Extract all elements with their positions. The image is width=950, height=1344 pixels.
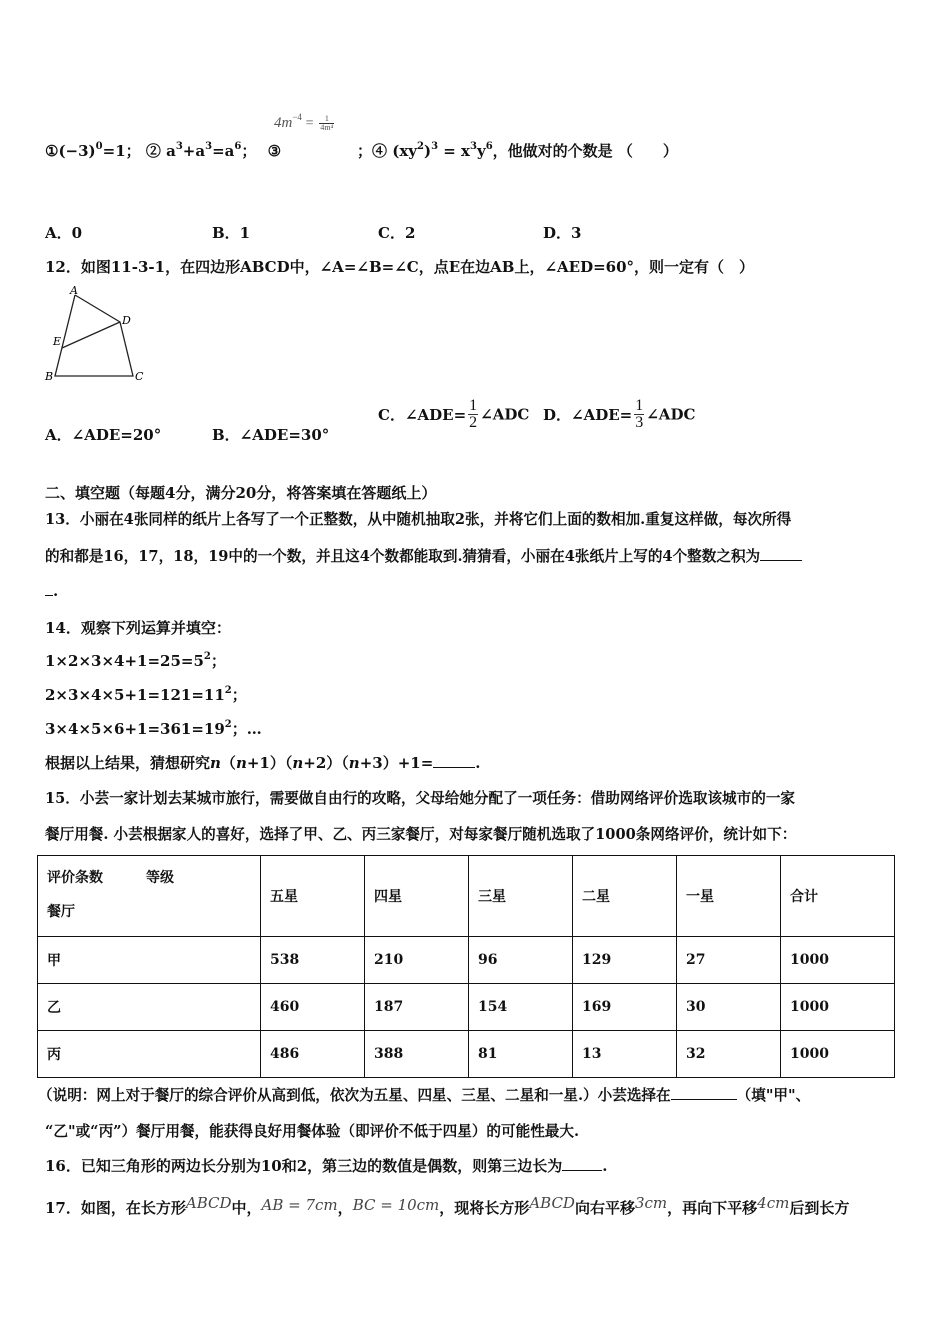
rating-table (37, 855, 895, 1078)
label-b: B (45, 370, 54, 383)
row-label: 甲 (38, 937, 261, 984)
superscript: 3 (431, 141, 439, 152)
column-header: 二星 (573, 856, 677, 937)
table-cell: 460 (261, 984, 365, 1031)
segment-ed (62, 322, 120, 348)
fraction-one-third (634, 398, 644, 431)
table-cell: 388 (365, 1031, 469, 1078)
fraction-den: 3 (635, 414, 644, 431)
q17-text: 后到长方 (789, 1199, 850, 1217)
q15-note-2: “乙"或“丙”）餐厅用餐，能获得良好用餐体验（即评价不低于四星）的可能性最大. (45, 1123, 580, 1140)
table-cell: 169 (573, 984, 677, 1031)
superscript: 2 (416, 141, 424, 152)
quadrilateral-outline (55, 295, 133, 376)
q17-text: ，现将长方形 (439, 1199, 530, 1217)
q11-formula-exp: −4 (292, 112, 302, 122)
term: +1）（ (246, 754, 293, 772)
table-cell: 1000 (781, 984, 895, 1031)
answer-blank (562, 1170, 602, 1171)
superscript: 3 (175, 141, 183, 152)
q11-formula-lhs: 4m (274, 115, 293, 131)
var-n: n (348, 754, 360, 772)
q11-item-2-b: +a (182, 142, 206, 160)
q15-note-1 (38, 1084, 810, 1105)
label-d: D (122, 314, 131, 327)
q16-text: 16．已知三角形的两边长分别为10和2，第三边的数值是偶数，则第三边长为 (45, 1157, 563, 1175)
q17-text: 17．如图，在长方形 (45, 1199, 186, 1217)
option-d-prefix: D．∠ADE= (543, 406, 633, 424)
row-label: 丙 (38, 1031, 261, 1078)
superscript: 2 (203, 651, 211, 662)
table-cell: 210 (365, 937, 469, 984)
q17-text: ，再向下平移 (667, 1199, 758, 1217)
q11-formula-den: 4m⁴ (320, 123, 334, 133)
table-header-row (38, 856, 895, 937)
equation-tail: ； (210, 652, 226, 670)
term: +3）+1= (359, 754, 434, 772)
table-cell: 27 (677, 937, 781, 984)
q14-guess (45, 752, 481, 773)
q11-item-4: ；④ (xy (357, 142, 417, 160)
q11-item-2-c: =a (212, 142, 235, 160)
q11-formula (274, 112, 336, 132)
q12-option-d (543, 398, 695, 431)
table-row (38, 937, 895, 984)
header-level: 等级 (146, 870, 174, 886)
header-restaurant: 餐厅 (47, 904, 75, 920)
q11-statements (45, 140, 281, 161)
q17-line-1 (45, 1194, 849, 1218)
q11-option-b: B．1 (212, 224, 251, 242)
table-row (38, 1031, 895, 1078)
equation-tail: ； (231, 686, 247, 704)
term: +2）（ (303, 754, 349, 772)
var-n: n (210, 754, 221, 772)
column-header: 合计 (781, 856, 895, 937)
q11-item-2: ② a (145, 142, 176, 160)
superscript: 2 (224, 685, 232, 696)
superscript: 3 (205, 141, 213, 152)
table-cell: 538 (261, 937, 365, 984)
fraction-num: 1 (635, 397, 644, 414)
q11-statement-4 (357, 140, 678, 161)
option-d-suffix: ∠ADC (646, 405, 696, 424)
q15-line-2: 餐厅用餐. 小芸根据家人的喜好，选择了甲、乙、丙三家餐厅，对每家餐厅随机选取了1000条网络评价，统计如下： (45, 826, 797, 843)
math-shift-right: 3cm (634, 1194, 668, 1212)
q13-line-2 (45, 545, 802, 566)
q13-line-2-text: 的和都是16，17，18，19中的一个数，并且这4个数都能取到.猜猜看，小丽在4张纸片上写的4个整数之积为 (45, 548, 761, 565)
paren: （ (220, 754, 236, 772)
column-header: 五星 (261, 856, 365, 937)
math-rect-abcd: ABCD (529, 1194, 575, 1212)
label-c: C (135, 370, 144, 383)
label-a: A (70, 286, 78, 297)
equation-text: 3×4×5×6+1=361=19 (45, 720, 225, 738)
option-c-prefix: C．∠ADE= (378, 406, 467, 424)
math-ab-length: AB = 7cm (261, 1196, 338, 1214)
superscript: 6 (234, 141, 242, 152)
note-hint: （填"甲"、 (736, 1087, 811, 1104)
equation-text: 1×2×3×4+1=25=5 (45, 652, 204, 670)
q17-text: ， (337, 1199, 353, 1217)
q11-formula-fraction (319, 115, 334, 132)
table-cell: 1000 (781, 937, 895, 984)
q14-eq-2 (45, 684, 247, 705)
row-label: 乙 (38, 984, 261, 1031)
q11-item-4-y: y (476, 142, 486, 160)
label-e: E (53, 335, 62, 348)
fraction-num: 1 (469, 397, 478, 414)
q11-question-tail: ，他做对的个数是 （ ） (492, 142, 678, 160)
q17-text: 向右平移 (574, 1199, 635, 1217)
q12-option-c (378, 398, 529, 431)
q12-option-b: B．∠ADE=30° (212, 426, 330, 444)
table-corner-cell (38, 856, 261, 937)
q11-formula-num: 1 (324, 114, 329, 124)
superscript: 2 (224, 719, 232, 730)
q11-option-c: C．2 (378, 224, 416, 242)
corner-cell-content (38, 856, 260, 936)
equation-text: 2×3×4×5+1=121=11 (45, 686, 225, 704)
table-cell: 96 (469, 937, 573, 984)
q11-option-a: A．0 (45, 224, 83, 242)
math-shift-down: 4cm (757, 1194, 790, 1212)
q12-option-a: A．∠ADE=20° (45, 426, 162, 444)
var-n: n (292, 754, 304, 772)
answer-blank (433, 767, 475, 768)
table-cell: 1000 (781, 1031, 895, 1078)
column-header: 一星 (677, 856, 781, 937)
table-cell: 486 (261, 1031, 365, 1078)
q14-eq-3 (45, 718, 262, 739)
q14-stem: 14．观察下列运算并填空： (45, 619, 231, 637)
q11-formula-eq: = (305, 116, 314, 131)
q11-option-d: D．3 (543, 224, 582, 242)
q11-item-1: ①(−3) (45, 142, 96, 160)
note-text: （说明：网上对于餐厅的综合评价从高到低，依次为五星、四星、三星、二星和一星.）小芸选择在 (38, 1087, 671, 1104)
q11-item-1-tail: =1； (102, 142, 141, 160)
q17-text: 中， (231, 1199, 262, 1217)
answer-blank (760, 560, 802, 561)
superscript: 6 (485, 141, 493, 152)
fraction-den: 2 (469, 414, 478, 431)
header-rating-count: 评价条数 (47, 870, 103, 886)
superscript: 3 (470, 141, 477, 152)
q13-line-3 (45, 582, 58, 600)
equation-tail: ；… (231, 720, 262, 738)
superscript: 0 (95, 141, 103, 152)
answer-blank-continued (45, 595, 53, 596)
table-cell: 187 (365, 984, 469, 1031)
q11-item-4-mid: ) (423, 142, 432, 160)
period: . (475, 754, 481, 772)
fraction-one-half (468, 398, 478, 431)
table-cell: 129 (573, 937, 677, 984)
option-c-suffix: ∠ADC (480, 405, 530, 424)
column-header: 三星 (469, 856, 573, 937)
q11-item-3: ③ (267, 142, 282, 160)
table-cell: 30 (677, 984, 781, 1031)
q11-item-4-eq: = x (443, 142, 470, 160)
q15-line-1: 15．小芸一家计划去某城市旅行，需要做自由行的攻略，父母给她分配了一项任务：借助网络评价选取该城市的一家 (45, 790, 796, 807)
q12-quadrilateral-figure (40, 286, 160, 386)
guess-prefix: 根据以上结果，猜想研究 (45, 754, 211, 772)
section-heading: 二、填空题（每题4分，满分20分，将答案填在答题纸上） (45, 484, 437, 502)
var-n: n (235, 754, 247, 772)
math-bc-length: BC = 10cm (352, 1196, 440, 1214)
column-header: 四星 (365, 856, 469, 937)
q13-period: . (53, 582, 59, 600)
table-cell: 13 (573, 1031, 677, 1078)
q11-item-2-tail: ； (241, 142, 257, 160)
answer-blank (671, 1099, 737, 1100)
math-rect-abcd: ABCD (185, 1194, 232, 1212)
table-row (38, 984, 895, 1031)
q14-eq-1 (45, 650, 226, 671)
table-cell: 154 (469, 984, 573, 1031)
period: . (602, 1157, 608, 1175)
q13-line-1: 13．小丽在4张同样的纸片上各写了一个正整数，从中随机抽取2张，并将它们上面的数相加.重复这样做，每次所得 (45, 511, 792, 528)
q12-stem: 12．如图11-3-1，在四边形ABCD中，∠A=∠B=∠C，点E在边AB上，∠AED=60°，则一定有（ ） (45, 258, 755, 276)
table-cell: 32 (677, 1031, 781, 1078)
table-cell: 81 (469, 1031, 573, 1078)
q16 (45, 1155, 607, 1176)
